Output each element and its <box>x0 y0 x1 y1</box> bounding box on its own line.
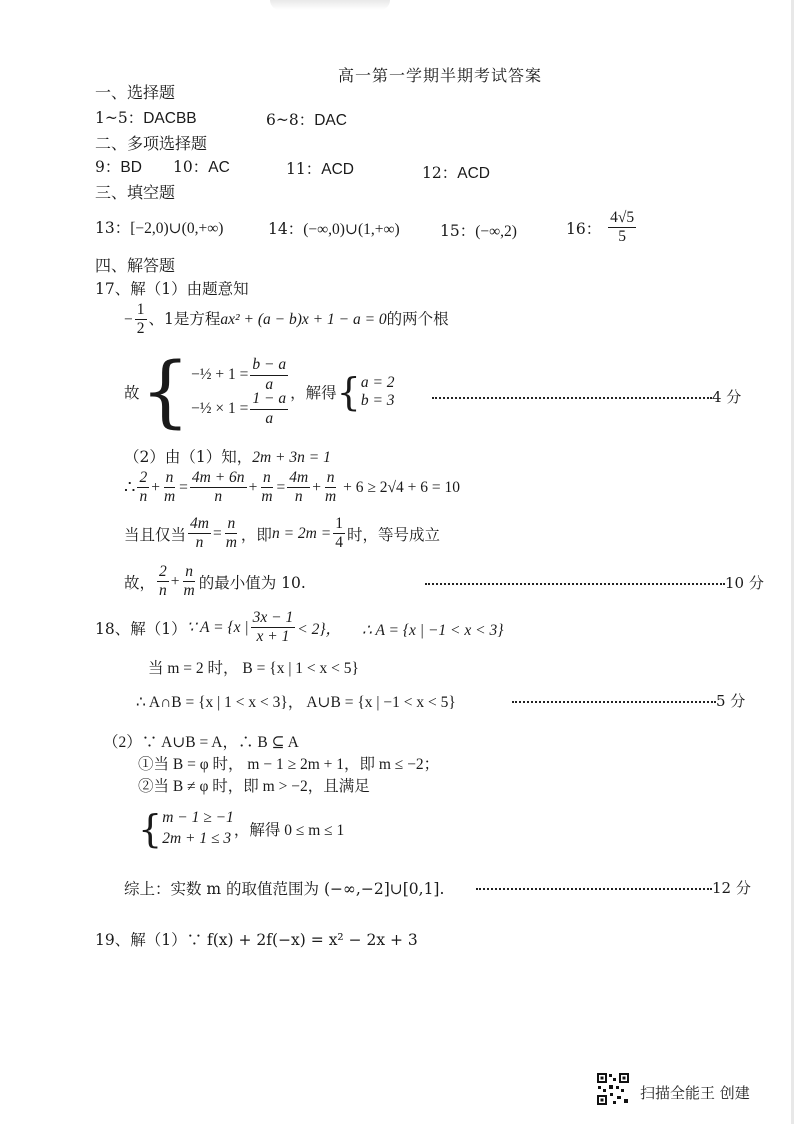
choice-row-2 <box>266 108 347 130</box>
fill-q13 <box>95 216 223 238</box>
fill-q14 <box>268 217 400 239</box>
multi-q12-answer: ACD <box>457 165 490 182</box>
q18-intersect-union: ∴ A∩B = {x | 1 < x < 3}， A∪B = {x | −1 < x < 5} <box>136 694 456 711</box>
q17-roots-text: 、1是方程 <box>148 309 221 328</box>
fill-q13-label: 13： <box>95 219 131 237</box>
q17-sys2-frac <box>250 391 288 427</box>
multi-q11-label: 11： <box>286 160 322 178</box>
q17-sol-a: a = 2 <box>360 374 395 391</box>
multi-q9 <box>95 155 142 177</box>
choice-answer-1-5: DACBB <box>143 110 197 127</box>
q17-solve-text: ，解得 <box>290 384 337 402</box>
q17-sys2-left: −½ × 1 = <box>191 400 249 417</box>
multi-q10-label: 10： <box>173 158 209 176</box>
q18-frac-den: x + 1 <box>256 628 290 646</box>
section-heading-fill: 三、填空题 <box>95 183 176 202</box>
q17-score1-row <box>432 386 741 407</box>
q19-heading: 19、解（1）∵ f(x) + 2f(−x) = x² − 2x + 3 <box>95 931 418 949</box>
q18-sys-tail: ，解得 0 ≤ m ≤ 1 <box>233 821 345 839</box>
fill-q14-label: 14： <box>268 220 304 238</box>
q17-eq-d: 时，等号成立 <box>346 525 440 544</box>
q17-sys2-den: a <box>265 409 274 427</box>
q17-therefore: ∴ <box>124 477 136 498</box>
q18-sys-row2: 2m + 1 ≤ 3 <box>162 829 232 847</box>
q18-line1 <box>95 610 341 646</box>
section-heading-multi: 二、多项选择题 <box>95 134 208 153</box>
q17-system: 故 { −½ + 1 = $\frac{b - a}{a}$ −½ × 1 = $\frac{1 - a}{a}$ ，解得 { a = 2 b = 3 <box>124 347 395 437</box>
multi-q9-label: 9： <box>95 158 121 176</box>
scanner-watermark: 扫描全能王 创建 <box>640 1084 750 1102</box>
q17-part2 <box>124 445 331 467</box>
multi-q12-label: 12： <box>422 164 458 182</box>
fill-q16-label: 16： <box>566 219 602 238</box>
q17-roots-tail: 的两个根 <box>386 309 449 328</box>
q17-half-den: 2 <box>136 320 145 338</box>
q17-sys1-left: −½ + 1 = <box>191 366 249 383</box>
multi-q9-answer: BD <box>120 159 142 176</box>
q17-conclusion-a: 故， <box>124 573 156 592</box>
q17-score2-row <box>425 572 764 593</box>
multi-q10-answer: AC <box>208 159 230 176</box>
q17-eq-b: ，即 <box>240 525 272 544</box>
q17-eq-a: 当且仅当 <box>124 525 187 544</box>
q17-eq-c: n = 2m = <box>271 524 332 542</box>
q17-half-fraction <box>135 302 147 338</box>
q18-score1-row <box>512 690 745 711</box>
q17-sol-b: b = 3 <box>360 392 395 409</box>
q17-score-4: 4 分 <box>712 388 742 406</box>
q17-score-10: 10 分 <box>725 574 764 592</box>
scan-smudge <box>270 0 390 10</box>
q18-part2: （2）∵ A∪B = A，∴ B ⊆ A <box>103 734 299 751</box>
q17-conclusion: 故， $\frac{2}{n}$ + $\frac{n}{m}$ 的最小值为 10. <box>124 563 306 600</box>
q18-sys-row1: m − 1 ≥ −1 <box>162 809 234 826</box>
q18-because-b: < 2}， <box>297 620 342 638</box>
score-leader-dots <box>476 888 712 890</box>
q17-heading: 17、解（1）由题意知 <box>95 280 249 298</box>
q17-part2-cond: 2m + 3n = 1 <box>252 449 331 466</box>
q18-score2-row <box>476 877 751 898</box>
fill-q16-numerator: 4√5 <box>608 210 636 228</box>
fill-q15-answer: (−∞,2) <box>475 223 517 240</box>
section-heading-solve: 四、解答题 <box>95 256 176 275</box>
q17-roots-line: − $\frac{1}{2}$ 、1是方程ax² + (a − b)x + 1 − a = 0的两个根 <box>124 301 449 338</box>
q17-equation: ax² + (a − b)x + 1 − a = 0 <box>220 310 387 328</box>
q17-sys1-frac <box>250 357 288 393</box>
q17-gu: 故 <box>124 384 140 402</box>
q17-sys2-num: 1 − a <box>250 391 288 409</box>
q17-sys-row1 <box>191 358 290 392</box>
multi-q12 <box>422 161 490 183</box>
choice-label-1-5: 1~5： <box>95 109 144 127</box>
fill-q16 <box>566 210 638 246</box>
choice-answer-6-8: DAC <box>314 112 347 129</box>
q17-equality: 当且仅当 $\frac{4m}{n}$ = $\frac{n}{m}$ ，即 n = 2m = $\frac{1}{4}$ 时，等号成立 <box>124 515 440 552</box>
q17-chain-tail: + 6 ≥ 2√4 + 6 = 10 <box>343 478 461 496</box>
q17-conclusion-b: 的最小值为 10. <box>198 573 306 592</box>
multi-q10 <box>173 155 230 177</box>
section-heading-choice: 一、选择题 <box>95 83 176 102</box>
fill-q15 <box>440 219 517 241</box>
q17-quarter-den: 4 <box>335 534 343 552</box>
score-leader-dots <box>432 397 712 399</box>
q18-frac-num: 3x − 1 <box>251 610 296 628</box>
score-leader-dots <box>425 583 725 585</box>
score-leader-dots <box>512 701 716 703</box>
q18-heading: 18、解（1） <box>95 619 187 638</box>
q17-part2-head: （2）由（1）知， <box>124 448 253 466</box>
q18-score-5: 5 分 <box>716 692 746 710</box>
q18-case2: ②当 B ≠ φ 时，即 m > −2，且满足 <box>138 778 370 795</box>
choice-row <box>95 106 197 128</box>
q17-half-num: 1 <box>135 302 147 320</box>
q18-when-m2: 当 m = 2 时， B = {x | 1 < x < 5} <box>148 660 359 677</box>
q18-score-12: 12 分 <box>712 879 751 897</box>
qr-code-icon <box>596 1072 630 1106</box>
choice-label-6-8: 6~8： <box>266 111 315 129</box>
fill-q14-answer: (−∞,0)∪(1,+∞) <box>303 221 400 238</box>
q18-summary: 综上：实数 m 的取值范围为 (−∞,−2]∪[0,1]. <box>124 880 445 898</box>
q17-quarter-num: 1 <box>333 516 345 534</box>
q18-set-a: ∴ A = {x | −1 < x < 3} <box>362 622 504 639</box>
fill-q15-label: 15： <box>440 222 476 240</box>
q18-case1: ①当 B = φ 时， m − 1 ≥ 2m + 1，即 m ≤ −2； <box>138 756 440 773</box>
multi-q11 <box>286 157 354 179</box>
page-title: 高一第一学期半期考试答案 <box>338 66 543 85</box>
q17-sys1-num: b − a <box>250 357 288 375</box>
fill-q16-fraction <box>608 210 636 246</box>
q18-system: { m − 1 ≥ −1 2m + 1 ≤ 3 ，解得 0 ≤ m ≤ 1 <box>138 806 345 851</box>
q18-because-a: ∵ A = {x | <box>186 619 249 637</box>
multi-q11-answer: ACD <box>321 161 354 178</box>
q17-sys1-den: a <box>265 375 274 393</box>
q17-chain: ∴ $\frac{2}{n}$ + $\frac{n}{m}$ = $\frac{4m + 6n}{n}$ + $\frac{n}{m}$ = $\frac{4m}{n}$ + $\frac{n}{m}$ + 6 ≥ 2√4 + 6 = 10 <box>124 469 461 506</box>
fill-q13-answer: [−2,0)∪(0,+∞) <box>130 220 224 237</box>
fill-q16-denominator: 5 <box>618 228 627 246</box>
q17-sys-row2 <box>191 392 290 426</box>
